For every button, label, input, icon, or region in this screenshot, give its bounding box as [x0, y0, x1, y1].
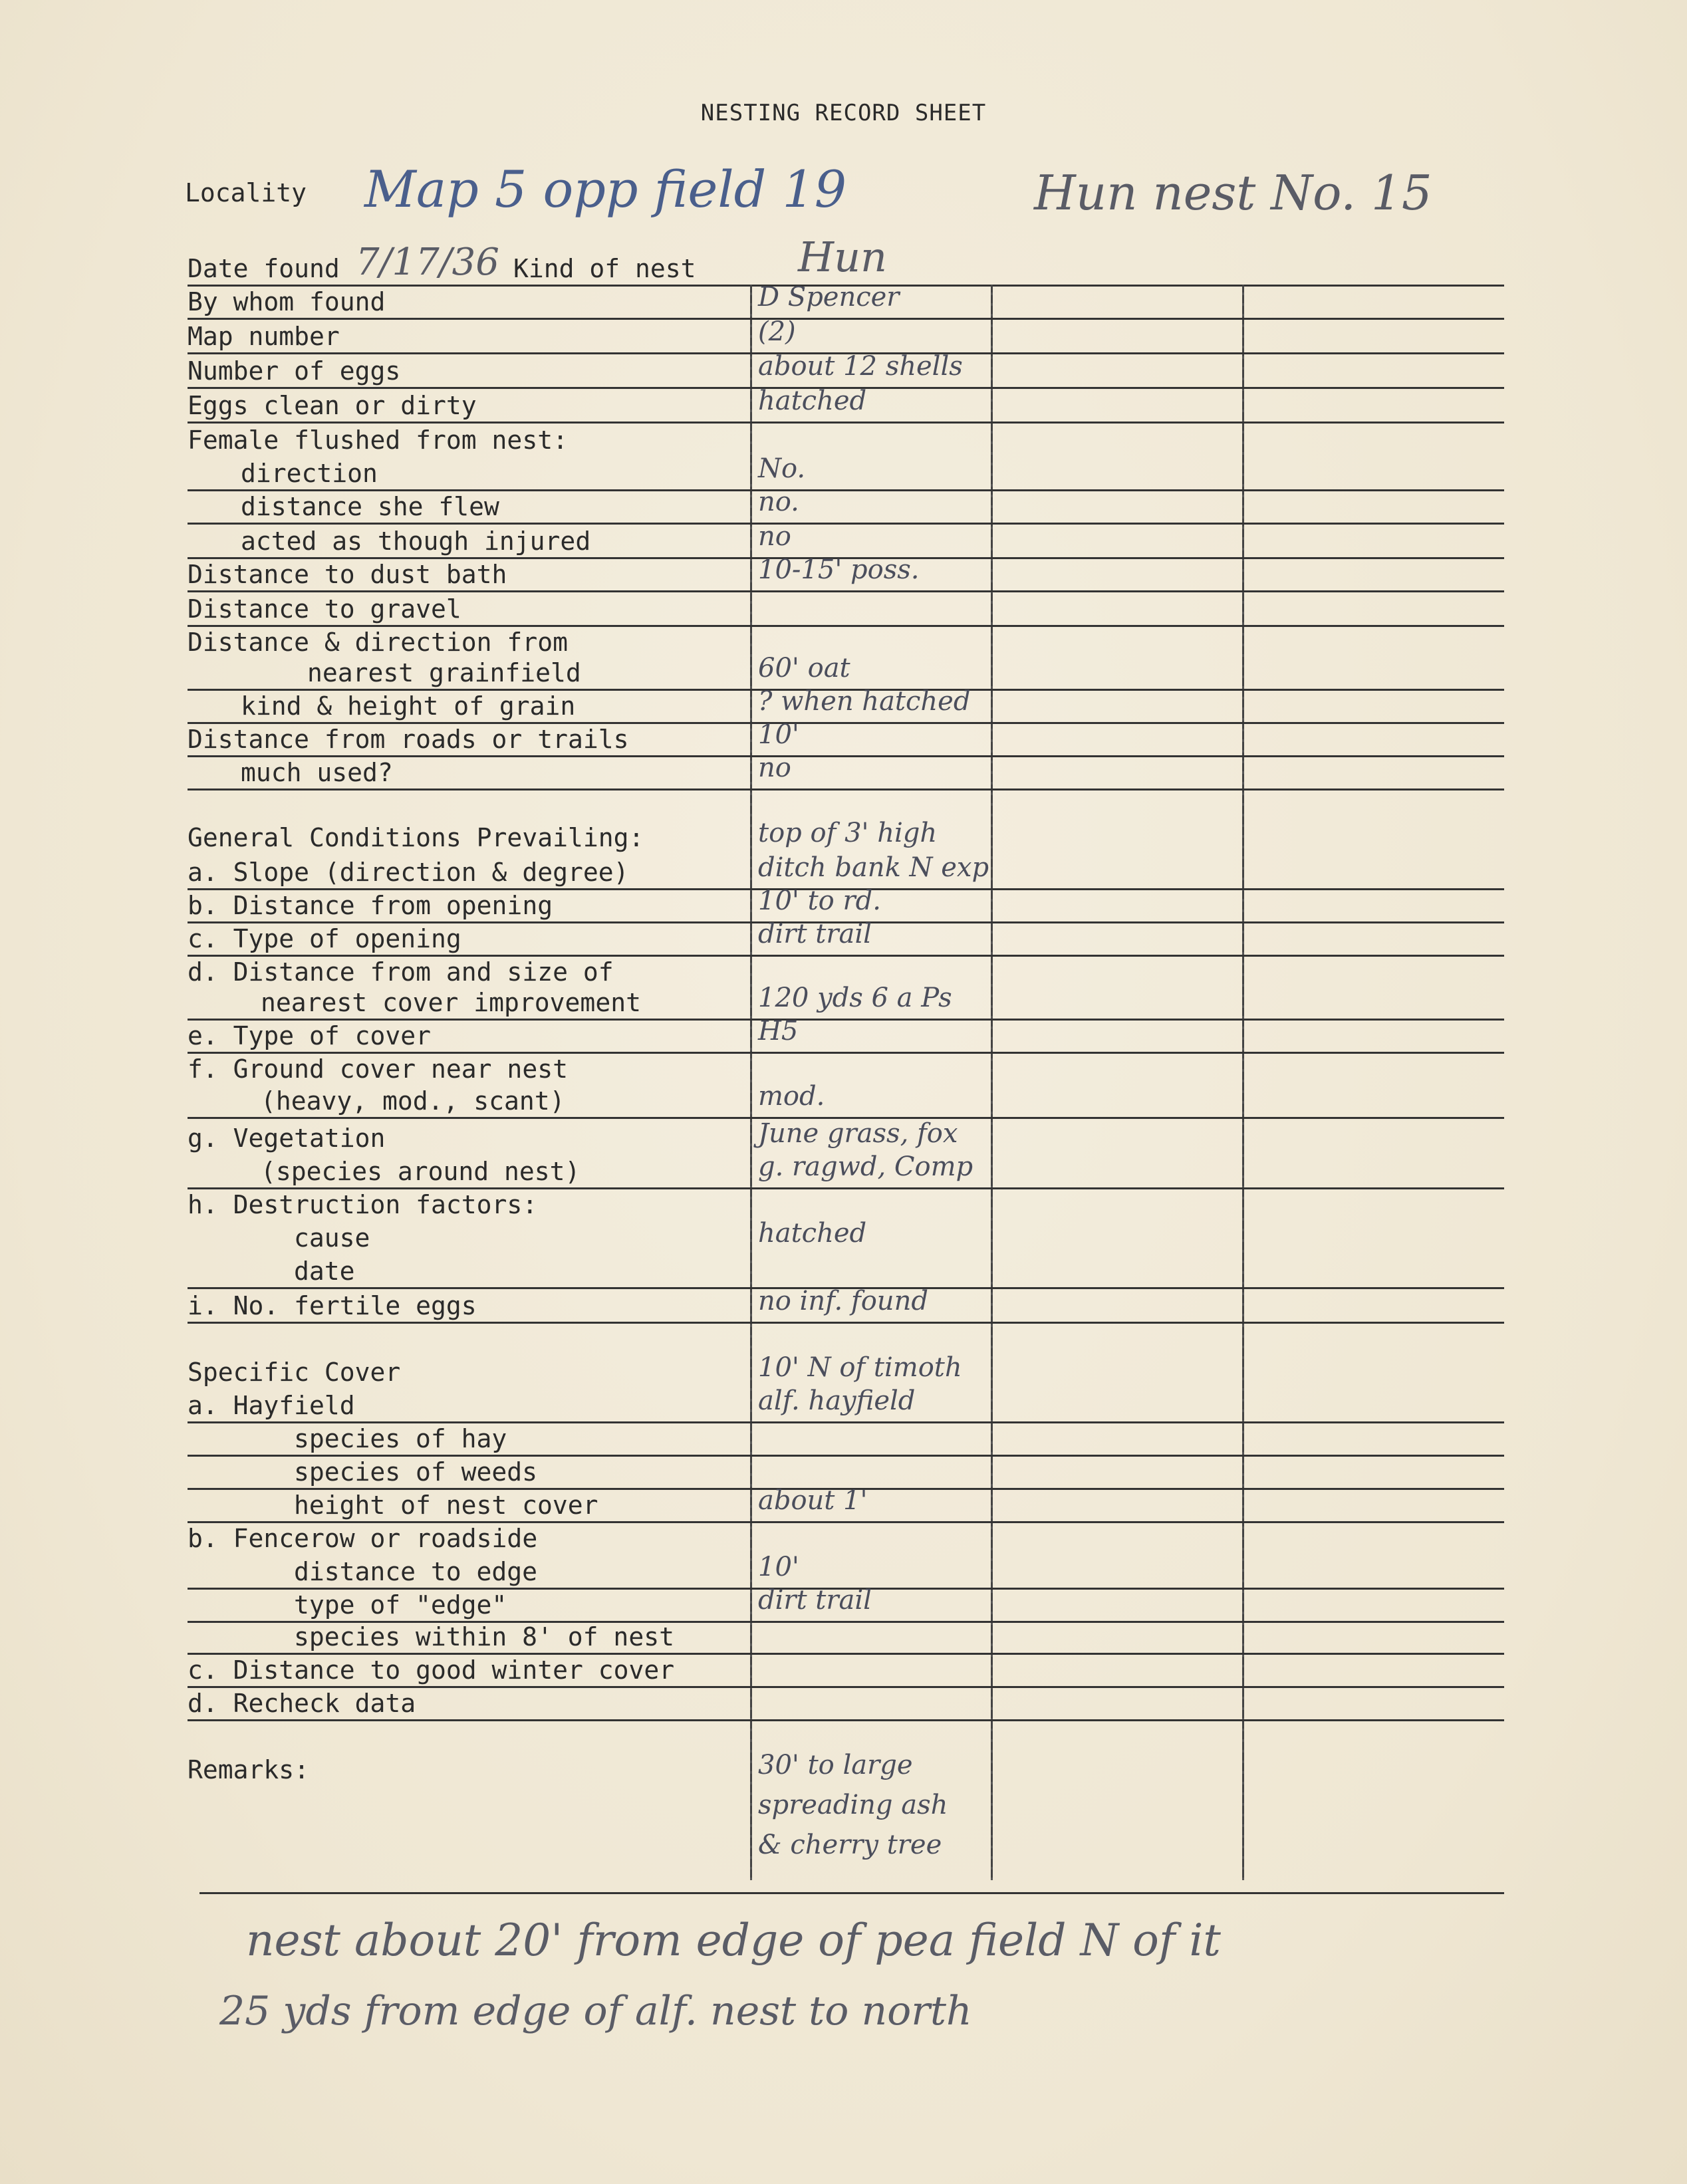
row-rule — [188, 1421, 1504, 1423]
row-value: ? when hatched — [758, 686, 971, 717]
row-label: c. Type of opening — [188, 924, 461, 953]
row-label: a. Hayfield — [188, 1391, 355, 1420]
row-value: (2) — [758, 316, 796, 347]
row-value: 10-15' poss. — [758, 554, 920, 585]
row-value: dirt trail — [758, 919, 872, 949]
row-value: no — [758, 753, 791, 783]
row-label: d. Distance from and size of — [188, 957, 614, 987]
row-value: 10' — [758, 1552, 799, 1582]
row-rule — [188, 1719, 1504, 1721]
row-label: species of weeds — [294, 1457, 538, 1487]
row-rule — [188, 1686, 1504, 1688]
row-label: cause — [294, 1223, 370, 1253]
row-label: General Conditions Prevailing: — [188, 823, 644, 852]
row-label: Number of eggs — [188, 356, 401, 386]
row-label: Distance to dust bath — [188, 560, 507, 589]
row-label: h. Destruction factors: — [188, 1190, 538, 1219]
footnote-line-2: 25 yds from edge of alf. nest to north — [219, 1988, 972, 2034]
row-rule — [188, 1653, 1504, 1655]
row-value: dirt trail — [758, 1585, 872, 1616]
row-label: Specific Cover — [188, 1358, 401, 1387]
row-value: 120 yds 6 a Ps — [758, 983, 952, 1013]
row-rule — [188, 1455, 1504, 1457]
row-label: acted as though injured — [241, 527, 591, 556]
row-rule — [188, 625, 1504, 627]
row-value: ditch bank N exp — [758, 852, 989, 883]
row-label: g. Vegetation — [188, 1124, 386, 1153]
row-rule — [188, 590, 1504, 592]
rule-bottom — [199, 1892, 1504, 1894]
row-label: nearest grainfield — [307, 658, 581, 687]
row-rule — [188, 789, 1504, 790]
nest-note: Hun nest No. 15 — [1034, 165, 1432, 221]
kind-of-nest-label: Kind of nest — [513, 254, 696, 283]
row-value: 10' N of timoth — [758, 1352, 962, 1383]
row-label: distance to edge — [294, 1557, 538, 1586]
row-rule — [188, 955, 1504, 957]
kind-of-nest-value: Hun — [798, 233, 887, 281]
row-label: Distance from roads or trails — [188, 725, 629, 754]
row-label: direction — [241, 459, 378, 488]
row-label: date — [294, 1257, 355, 1286]
row-label: a. Slope (direction & degree) — [188, 858, 629, 887]
row-label: Female flushed from nest: — [188, 425, 568, 455]
row-value: mod. — [758, 1081, 825, 1112]
row-rule — [188, 1187, 1504, 1189]
row-rule — [188, 1322, 1504, 1324]
row-label: species within 8' of nest — [294, 1622, 674, 1651]
row-value: & cherry tree — [758, 1830, 942, 1860]
row-label: much used? — [241, 758, 393, 787]
footnote-line-1: nest about 20' from edge of pea field N of it — [246, 1915, 1221, 1966]
row-label: Remarks: — [188, 1755, 310, 1784]
row-label: e. Type of cover — [188, 1021, 432, 1050]
row-label: nearest cover improvement — [261, 988, 641, 1017]
row-label: height of nest cover — [294, 1491, 598, 1520]
row-value: alf. hayfield — [758, 1386, 916, 1416]
row-value: 30' to large — [758, 1750, 913, 1780]
row-value: no. — [758, 487, 799, 517]
row-label: Distance to gravel — [188, 594, 461, 624]
row-label: kind & height of grain — [241, 691, 576, 721]
locality-value: Map 5 opp field 19 — [364, 160, 847, 219]
date-found-value: 7/17/36 — [356, 241, 499, 284]
row-label: By whom found — [188, 287, 386, 316]
row-value: top of 3' high — [758, 818, 938, 848]
date-found-label: Date found — [188, 254, 340, 283]
row-value: about 12 shells — [758, 351, 963, 382]
row-label: species of hay — [294, 1424, 507, 1453]
row-label: i. No. fertile eggs — [188, 1291, 477, 1320]
row-label: type of "edge" — [294, 1590, 507, 1620]
row-value: hatched — [758, 1218, 867, 1249]
row-label: (species around nest) — [261, 1157, 581, 1186]
row-value: H5 — [758, 1016, 799, 1046]
row-value: No. — [758, 453, 806, 484]
row-value: 60' oat — [758, 653, 850, 683]
row-value: 10' — [758, 719, 799, 750]
row-rule — [188, 1521, 1504, 1523]
row-label: f. Ground cover near nest — [188, 1054, 568, 1084]
row-value: g. ragwd, Comp — [758, 1152, 973, 1182]
sheet-title: NESTING RECORD SHEET — [700, 100, 987, 126]
row-value: hatched — [758, 386, 867, 416]
row-label: d. Recheck data — [188, 1689, 416, 1718]
row-value: no — [758, 521, 791, 552]
row-label: distance she flew — [241, 492, 499, 521]
row-value: June grass, fox — [758, 1118, 958, 1149]
row-value: D Spencer — [758, 282, 900, 312]
row-label: Map number — [188, 322, 340, 351]
row-label: Eggs clean or dirty — [188, 391, 477, 420]
row-value: about 1' — [758, 1485, 868, 1516]
row-label: b. Distance from opening — [188, 891, 553, 920]
row-label: b. Fencerow or roadside — [188, 1524, 538, 1553]
row-rule — [188, 422, 1504, 424]
row-value: 10' to rd. — [758, 886, 881, 916]
row-label: (heavy, mod., scant) — [261, 1086, 565, 1116]
row-value: no inf. found — [758, 1286, 928, 1316]
row-value: spreading ash — [758, 1790, 948, 1820]
row-label: Distance & direction from — [188, 628, 568, 657]
row-rule — [188, 1052, 1504, 1054]
row-label: c. Distance to good winter cover — [188, 1655, 675, 1685]
locality-label: Locality — [185, 178, 307, 207]
